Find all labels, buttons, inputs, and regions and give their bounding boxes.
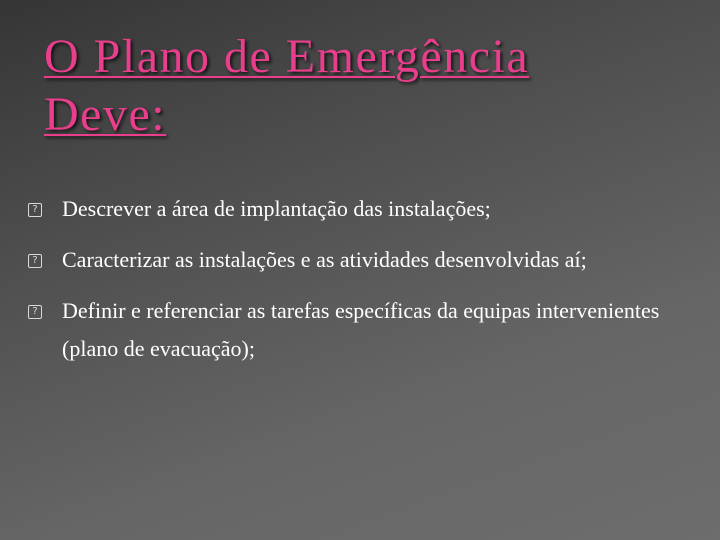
bullet-icon [28,203,42,217]
bullet-text: Caracterizar as instalações e as atividades desenvolvidas aí; [62,247,587,272]
bullet-icon [28,305,42,319]
bullet-item [28,292,698,368]
title-line-1: O Plano de Emergência [44,30,530,83]
bullet-icon [28,254,42,268]
slide-title [44,28,684,144]
bullet-text: Descrever a área de implantação das instalações; [62,196,491,221]
bullet-text: Definir e referenciar as tarefas específicas da equipas intervenientes (plano de evacuação); [62,298,660,361]
title-line-2: Deve: [44,88,167,141]
bullet-list [28,190,698,381]
bullet-item [28,241,698,279]
bullet-item [28,190,698,228]
